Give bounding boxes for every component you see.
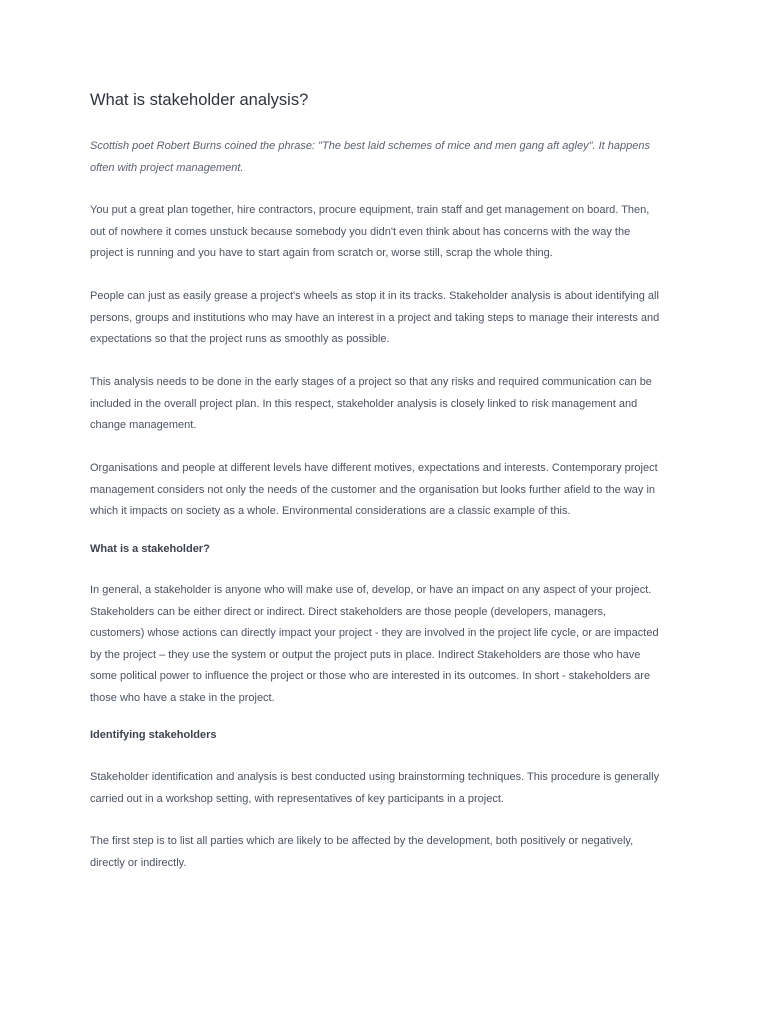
text-line: Scottish poet Robert Burns coined the phrase: "The best laid schemes of mice and men gang aft agley". It happens — [90, 140, 650, 152]
text-line: persons, groups and institutions who may have an interest in a project and taking steps to manage their interests and — [90, 311, 660, 324]
text-line: which it impacts on society as a whole. Environmental considerations are a classic example of this. — [90, 505, 571, 517]
intro-quote-paragraph — [90, 136, 690, 179]
text-line: Stakeholders can be either direct or indirect. Direct stakeholders are those people (developers, managers, — [90, 605, 607, 618]
text-line: Organisations and people at different levels have different motives, expectations and interests. Contemporary project — [90, 462, 658, 474]
text-line: some political power to influence the project or those who are interested in its outcomes. In short - stakeholders are — [90, 670, 651, 682]
stakeholder-definition-paragraph — [90, 580, 690, 709]
text-line: The first step is to list all parties which are likely to be affected by the development, both positively or negatively, — [90, 835, 634, 847]
text-line: change management. — [90, 419, 197, 431]
text-line: carried out in a workshop setting, with representatives of key participants in a project. — [90, 792, 504, 805]
text-line: This analysis needs to be done in the early stages of a project so that any risks and required communication can be — [90, 376, 652, 388]
text-line: out of nowhere it comes unstuck because somebody you didn't even think about has concerns with the way the — [90, 225, 631, 238]
identifying-paragraph-2 — [90, 831, 690, 874]
text-line: You put a great plan together, hire contractors, procure equipment, train staff and get management on board. Then, — [90, 204, 650, 216]
body-paragraph-4 — [90, 458, 690, 523]
body-paragraph-1 — [90, 200, 690, 265]
text-line: People can just as easily grease a project's wheels as stop it in its tracks. Stakeholder analysis is about identifying all — [90, 290, 659, 302]
text-line: In general, a stakeholder is anyone who will make use of, develop, or have an impact on any aspect of your project. — [90, 584, 652, 596]
text-line: those who have a stake in the project. — [90, 691, 275, 704]
text-line: expectations so that the project runs as smoothly as possible. — [90, 333, 390, 345]
body-paragraph-3 — [90, 372, 690, 437]
text-line: often with project management. — [90, 161, 244, 174]
text-line: management considers not only the needs of the customer and the organisation but looks further afield to the way in — [90, 483, 656, 496]
text-line: customers) whose actions can directly impact your project - they are involved in the project life cycle, or are impacted — [90, 627, 659, 639]
text-line: included in the overall project plan. In this respect, stakeholder analysis is closely linked to risk management and — [90, 397, 638, 410]
section-heading-identifying: Identifying stakeholders — [90, 729, 217, 741]
section-heading-stakeholder: What is a stakeholder? — [90, 543, 210, 555]
text-line: project is running and you have to start again from scratch or, worse still, scrap the whole thing. — [90, 247, 553, 259]
text-line: Stakeholder identification and analysis is best conducted using brainstorming techniques. This procedure is generally — [90, 771, 660, 783]
identifying-paragraph-1 — [90, 767, 690, 810]
article-title: What is stakeholder analysis? — [90, 91, 309, 109]
body-paragraph-2 — [90, 286, 690, 351]
text-line: directly or indirectly. — [90, 856, 187, 869]
text-line: by the project – they use the system or output the project puts in place. Indirect Stakeholders are those who have — [90, 648, 641, 661]
